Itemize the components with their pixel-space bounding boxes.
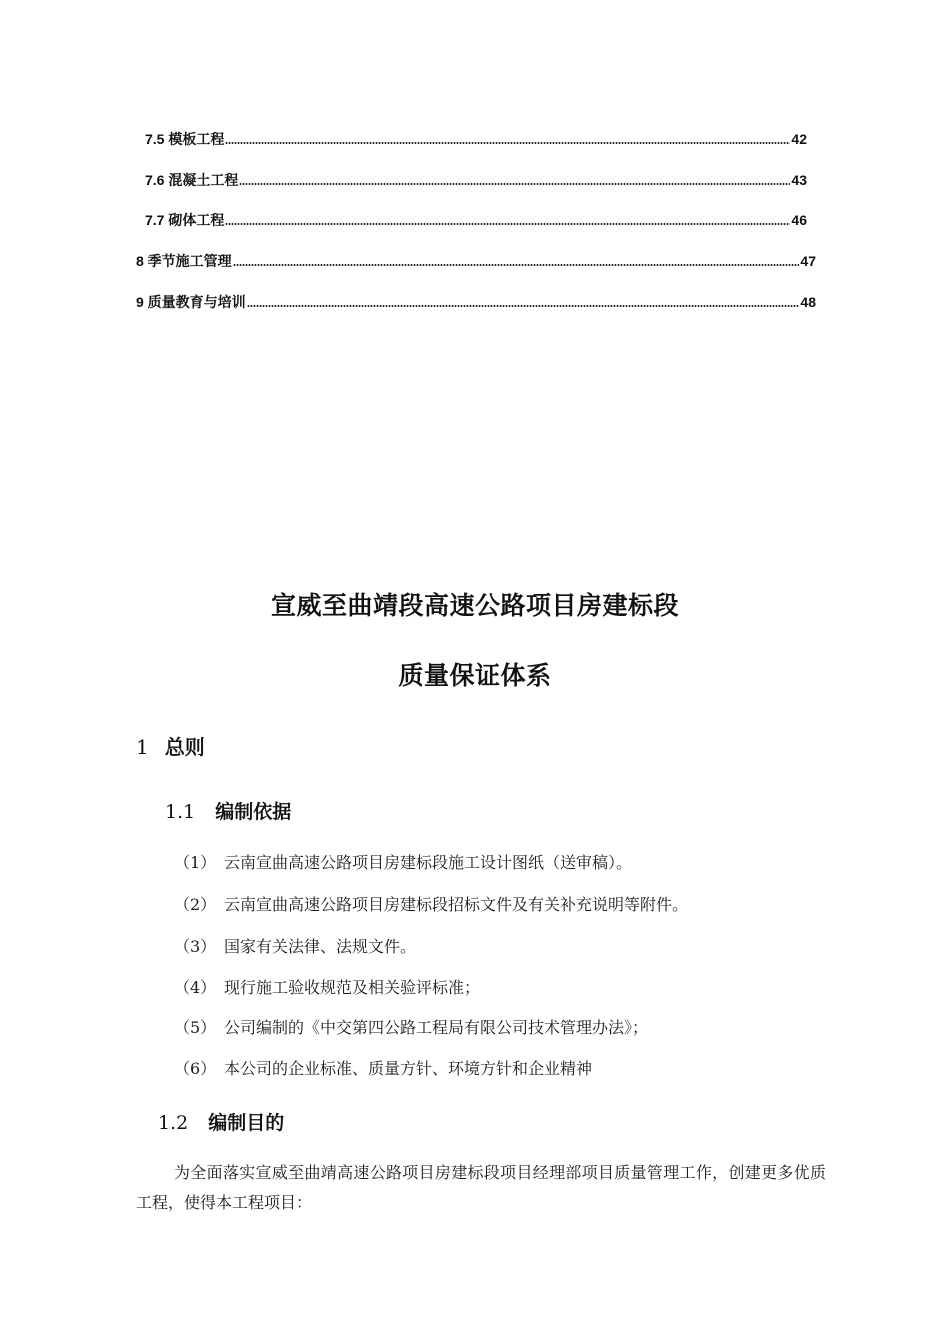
item-index: （5） [174, 1018, 217, 1037]
basis-item-2 [174, 894, 688, 916]
toc-entry-9[interactable] [136, 289, 816, 311]
toc-entry-7-5[interactable] [145, 126, 807, 148]
toc-leader-dots [225, 141, 790, 145]
basis-item-1 [174, 852, 632, 874]
purpose-paragraph: 为全面落实宣威至曲靖高速公路项目房建标段项目经理部项目质量管理工作，创建更多优质工程，使得本工程项目： [136, 1163, 826, 1212]
section-number: 1 [136, 735, 149, 759]
section-number: 1.2 [158, 1112, 189, 1134]
toc-entry-7-6[interactable] [145, 167, 807, 189]
item-text: 国家有关法律、法规文件。 [224, 937, 417, 956]
toc-leader-dots [225, 222, 790, 226]
toc-label: 9 质量教育与培训 [136, 294, 246, 310]
section-number: 1.1 [165, 801, 196, 823]
section-title: 编制依据 [215, 801, 292, 823]
document-subtitle: 质量保证体系 [398, 661, 552, 690]
item-index: （6） [174, 1059, 217, 1078]
toc-label: 7.5 模板工程 [145, 131, 225, 147]
item-index: （2） [174, 895, 217, 914]
section-1-heading [136, 733, 205, 761]
toc-entry-7-7[interactable] [145, 207, 807, 229]
toc-page-number: 47 [800, 253, 816, 269]
section-1-2-heading [158, 1110, 284, 1136]
toc-page-number: 42 [791, 131, 807, 147]
item-text: 云南宣曲高速公路项目房建标段招标文件及有关补充说明等附件。 [224, 895, 689, 914]
item-index: （3） [174, 937, 217, 956]
toc-label: 7.6 混凝土工程 [145, 172, 239, 188]
item-text: 云南宣曲高速公路项目房建标段施工设计图纸（送审稿）。 [224, 853, 633, 872]
item-index: （1） [174, 853, 217, 872]
item-text: 现行施工验收规范及相关验评标准； [224, 978, 481, 997]
item-index: （4） [174, 978, 217, 997]
toc-label: 7.7 砌体工程 [145, 212, 225, 228]
toc-label: 8 季节施工管理 [136, 253, 232, 269]
document-title: 宣威至曲靖段高速公路项目房建标段 [270, 591, 679, 620]
section-title: 编制目的 [208, 1112, 285, 1134]
toc-leader-dots [247, 304, 800, 308]
basis-item-5 [174, 1017, 648, 1039]
basis-item-3 [174, 936, 416, 958]
toc-page-number: 48 [800, 294, 816, 310]
section-1-1-heading [165, 799, 291, 825]
basis-item-6 [174, 1058, 592, 1080]
toc-leader-dots [239, 182, 790, 186]
toc-entry-8[interactable] [136, 248, 816, 270]
toc-page-number: 46 [791, 212, 807, 228]
toc-page-number: 43 [791, 172, 807, 188]
item-text: 公司编制的《中交第四公路工程局有限公司技术管理办法》； [224, 1018, 649, 1037]
section-title: 总则 [164, 735, 205, 759]
basis-item-4 [174, 977, 480, 999]
toc-leader-dots [233, 263, 800, 267]
item-text: 本公司的企业标准、质量方针、环境方针和企业精神 [224, 1059, 593, 1078]
